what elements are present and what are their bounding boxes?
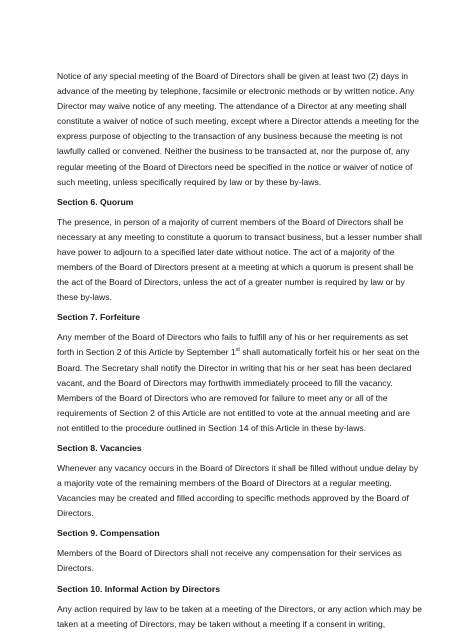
section-7-ordinal-suffix: st [235, 347, 240, 354]
section-6-body: The presence, in person of a majority of current members of the Board of Directors shall be necessary at any meeting to constitute a quorum to transact business, but a lesser number shall have power to adjourn to a specified later date without notice. The act of a majority of the members of the Board of Directors present at a meeting at which a quorum is present shall be the act of the Board of Directors, unless the act of a greater number is required by law or by these by-laws. [57, 216, 422, 303]
section-7-heading: Section 7. Forfeiture [57, 312, 141, 323]
section-9-body: Members of the Board of Directors shall not receive any compensation for their services as Directors. [57, 548, 402, 574]
section-8-heading: Section 8. Vacancies [57, 442, 142, 453]
document-content [57, 69, 422, 638]
section-10-heading: Section 10. Informal Action by Directors [57, 583, 220, 594]
section-10-body: Any action required by law to be taken at a meeting of the Directors, or any action which may be taken at a meeting of Directors, may be taken without a meeting if a consent in writing, [57, 603, 422, 629]
section-8-body: Whenever any vacancy occurs in the Board of Directors it shall be filled without undue delay by a majority vote of the remaining members of the Board of Directors at a regular meeting. Vacancies may be created and filled according to specific methods approved by the Board of Directors. [57, 462, 419, 519]
section-7-body-part1: Any member of the Board of Directors who fails to fulfill any of his or her requirements as set forth in Section 2 of this Article by September 1 [57, 332, 409, 358]
section-7-body [57, 330, 422, 436]
section-7-body-part2: shall automatically forfeit his or her seat on the Board. The Secretary shall notify the Director in writing that his or her seat has been declared vacant, and the Board of Directors may forthwith immediately proceed to fill the vacancy. Members of the Board of Directors who are removed for failure to meet any or all of the requirements of Section 2 of this Article are not entitled to vote at the annual meeting and are not entitled to the procedure outlined in Section 14 of this Article in these by-laws. [57, 347, 420, 433]
section-6-heading: Section 6. Quorum [57, 196, 134, 207]
section-9-heading: Section 9. Compensation [57, 528, 160, 539]
intro-paragraph: Notice of any special meeting of the Board of Directors shall be given at least two (2) days in advance of the meeting by telephone, facsimile or electronic methods or by written notice. Any Director may waive notice of any meeting. The attendance of a Director at any meeting shall constitute a waiver of notice of such meeting, except where a Director attends a meeting for the express purpose of objecting to the transaction of any business because the meeting is not lawfully called or convened. Neither the business to be transacted at, nor the purpose of, any regular meeting of the Board of Directors need be specified in the notice or waiver of notice of such meeting, unless specifically required by law or by these by-laws. [57, 71, 420, 187]
